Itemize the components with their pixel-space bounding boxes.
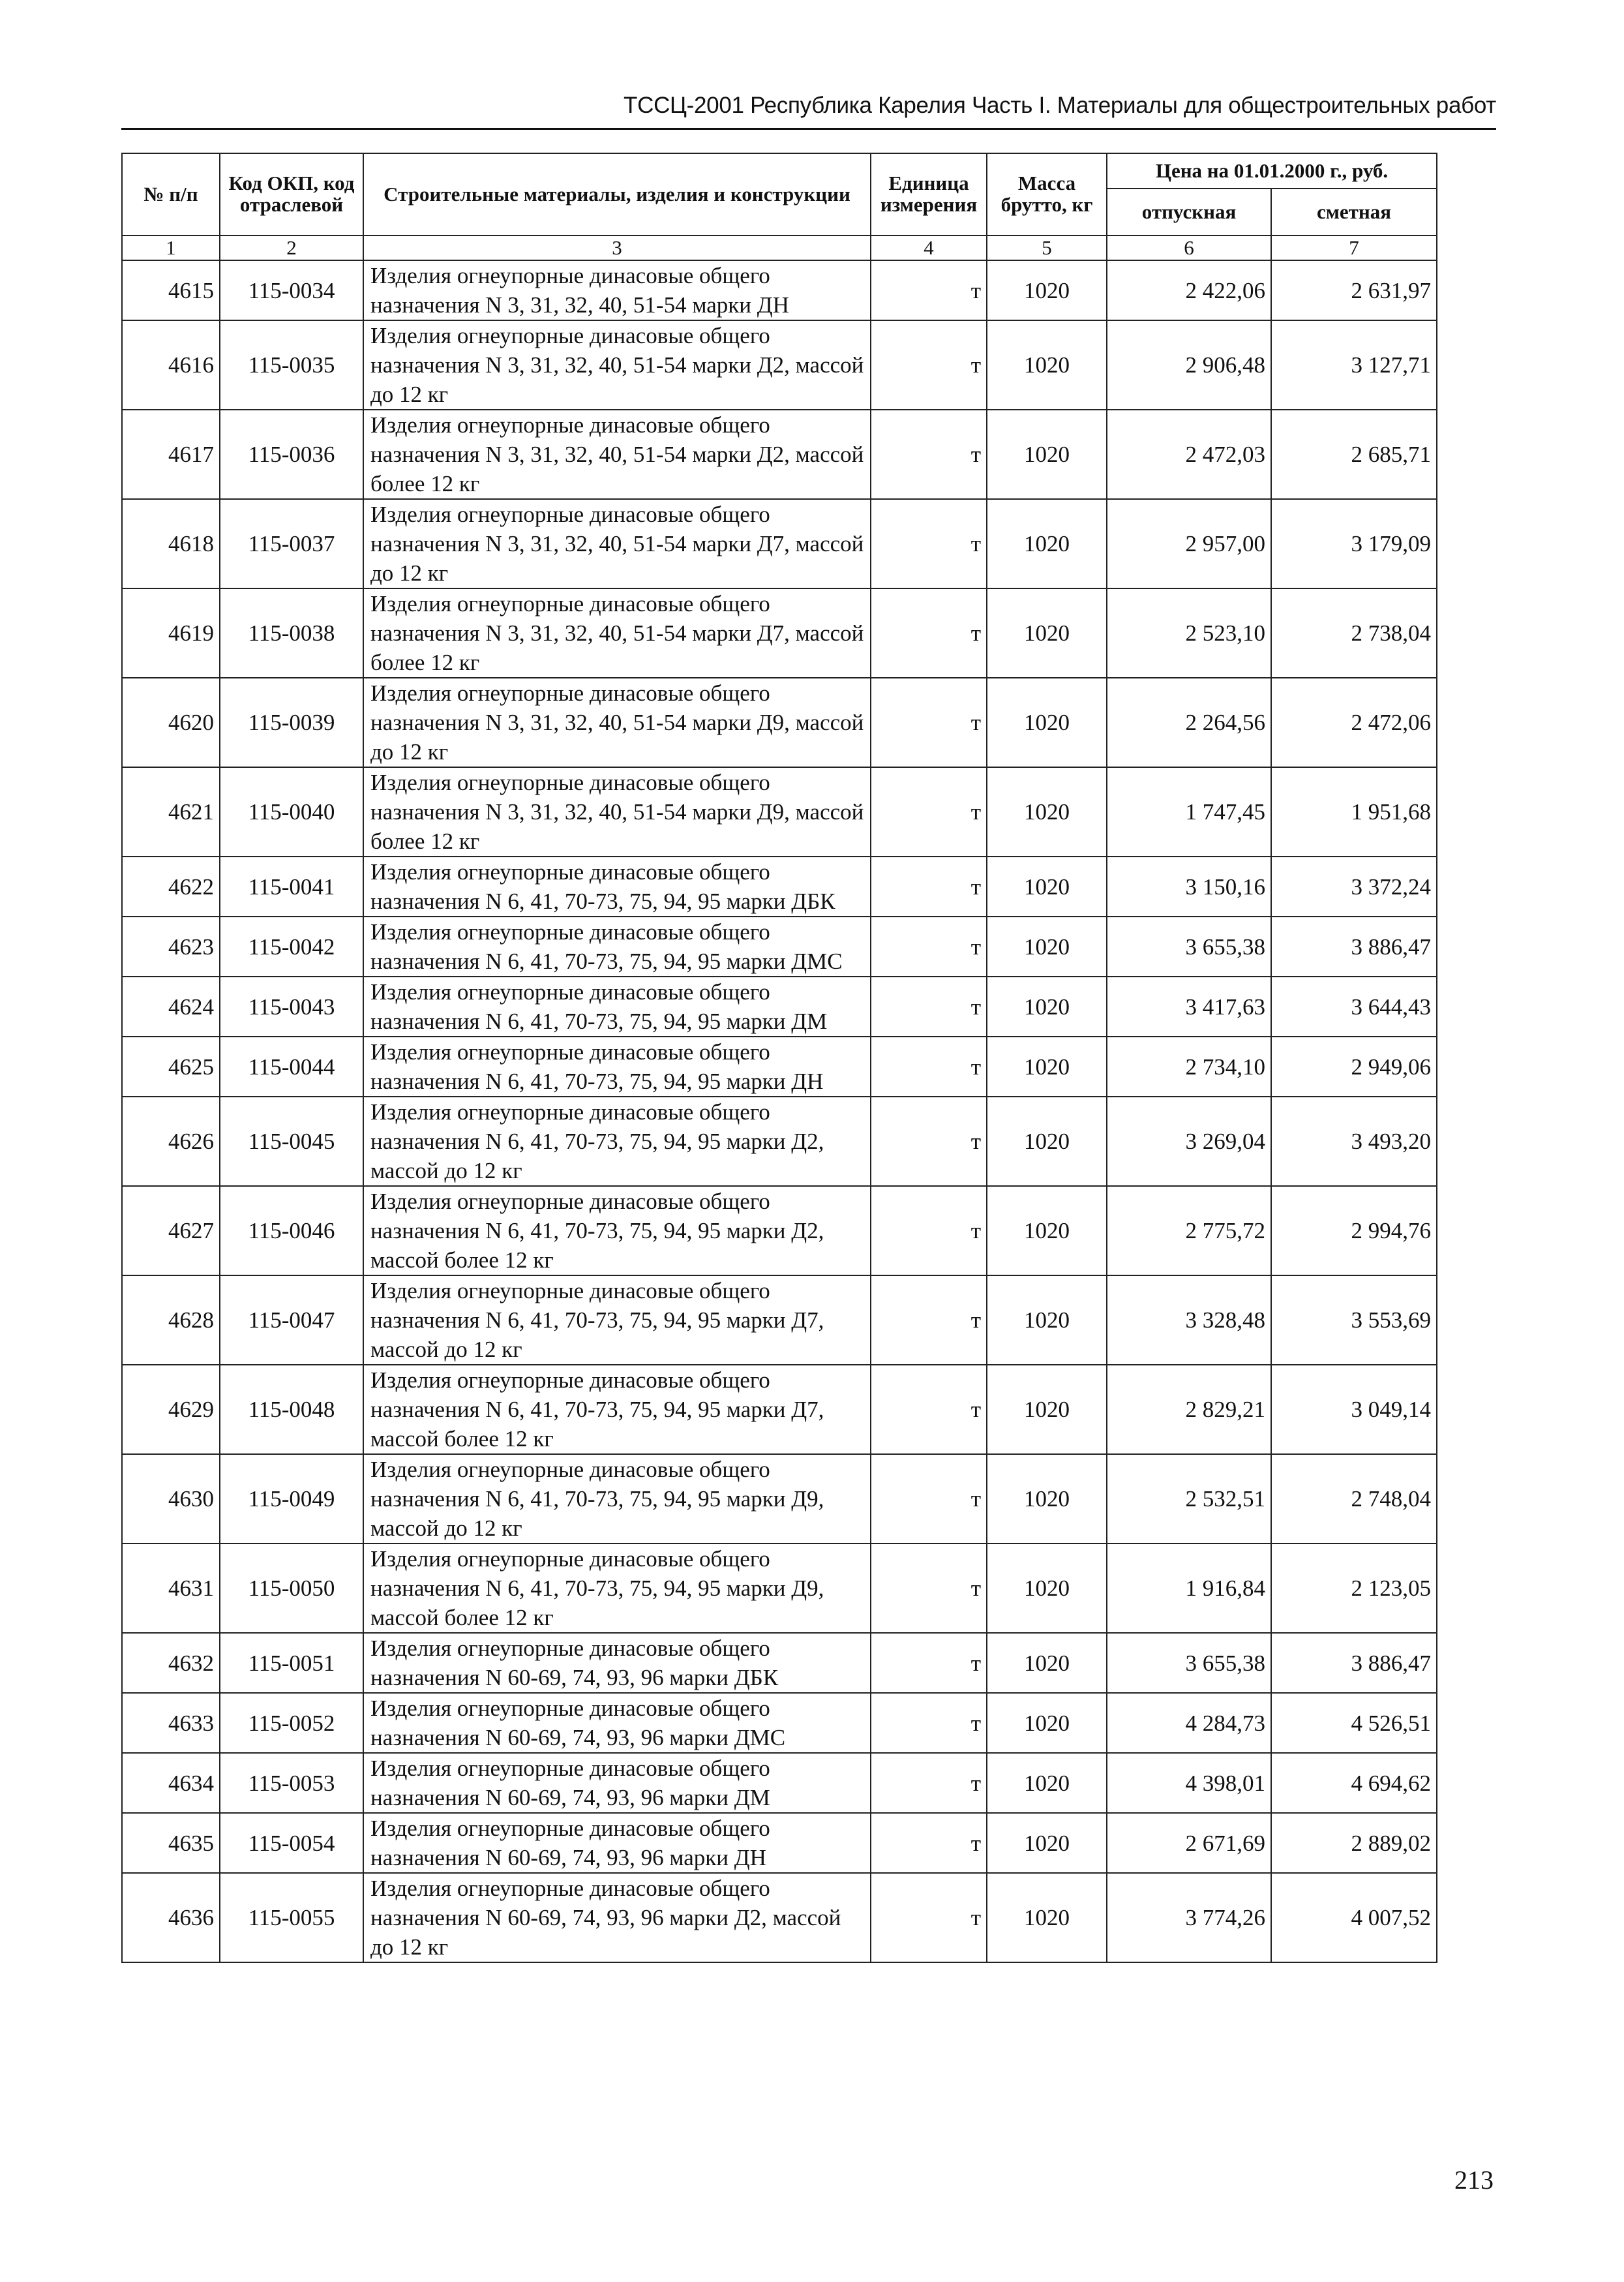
row-unit: т	[871, 977, 987, 1037]
row-price-release: 3 417,63	[1107, 977, 1271, 1037]
table-row	[122, 410, 1437, 499]
row-unit: т	[871, 857, 987, 917]
row-unit: т	[871, 260, 987, 320]
row-description: Изделия огнеупорные динасовые общего назначения N 3, 31, 32, 40, 51-54 марки Д7, массой более 12 кг	[363, 588, 871, 678]
table-row	[122, 977, 1437, 1037]
row-description: Изделия огнеупорные динасовые общего назначения N 6, 41, 70-73, 75, 94, 95 марки Д7, массой до 12 кг	[363, 1275, 871, 1365]
row-price-estimate: 2 949,06	[1271, 1037, 1437, 1097]
row-mass: 1020	[987, 767, 1107, 857]
row-mass: 1020	[987, 1454, 1107, 1544]
row-number: 4633	[122, 1693, 220, 1753]
row-price-release: 4 398,01	[1107, 1753, 1271, 1813]
row-number: 4617	[122, 410, 220, 499]
row-unit: т	[871, 588, 987, 678]
col-number: 2	[220, 236, 363, 260]
row-price-release: 2 957,00	[1107, 499, 1271, 588]
row-price-estimate: 2 685,71	[1271, 410, 1437, 499]
row-price-release: 2 906,48	[1107, 320, 1271, 410]
row-number: 4635	[122, 1813, 220, 1873]
row-number: 4615	[122, 260, 220, 320]
row-code: 115-0051	[220, 1633, 363, 1693]
row-unit: т	[871, 320, 987, 410]
row-price-estimate: 2 123,05	[1271, 1544, 1437, 1633]
table-row	[122, 678, 1437, 767]
row-code: 115-0043	[220, 977, 363, 1037]
page-number: 213	[1454, 2165, 1494, 2195]
row-price-release: 3 328,48	[1107, 1275, 1271, 1365]
row-price-release: 1 747,45	[1107, 767, 1271, 857]
table-row	[122, 1693, 1437, 1753]
row-mass: 1020	[987, 1186, 1107, 1275]
row-mass: 1020	[987, 1097, 1107, 1186]
row-unit: т	[871, 1544, 987, 1633]
row-number: 4634	[122, 1753, 220, 1813]
col-number: 1	[122, 236, 220, 260]
row-code: 115-0044	[220, 1037, 363, 1097]
table-row	[122, 767, 1437, 857]
row-code: 115-0035	[220, 320, 363, 410]
row-unit: т	[871, 767, 987, 857]
row-description: Изделия огнеупорные динасовые общего назначения N 3, 31, 32, 40, 51-54 марки Д9, массой до 12 кг	[363, 678, 871, 767]
row-unit: т	[871, 678, 987, 767]
row-description: Изделия огнеупорные динасовые общего назначения N 6, 41, 70-73, 75, 94, 95 марки ДМС	[363, 917, 871, 977]
header-desc: Строительные материалы, изделия и конструкции	[363, 153, 871, 236]
row-number: 4619	[122, 588, 220, 678]
row-code: 115-0042	[220, 917, 363, 977]
row-description: Изделия огнеупорные динасовые общего назначения N 3, 31, 32, 40, 51-54 марки Д9, массой более 12 кг	[363, 767, 871, 857]
table-row	[122, 1275, 1437, 1365]
row-price-estimate: 2 472,06	[1271, 678, 1437, 767]
row-mass: 1020	[987, 1544, 1107, 1633]
row-code: 115-0037	[220, 499, 363, 588]
row-number: 4636	[122, 1873, 220, 1962]
header-n: № п/п	[122, 153, 220, 236]
row-price-estimate: 3 886,47	[1271, 917, 1437, 977]
row-price-release: 2 734,10	[1107, 1037, 1271, 1097]
row-price-estimate: 2 889,02	[1271, 1813, 1437, 1873]
row-mass: 1020	[987, 1633, 1107, 1693]
row-price-estimate: 3 372,24	[1271, 857, 1437, 917]
row-code: 115-0045	[220, 1097, 363, 1186]
row-unit: т	[871, 410, 987, 499]
row-code: 115-0036	[220, 410, 363, 499]
table-row	[122, 1037, 1437, 1097]
row-code: 115-0047	[220, 1275, 363, 1365]
row-code: 115-0055	[220, 1873, 363, 1962]
table-row	[122, 1813, 1437, 1873]
row-unit: т	[871, 1813, 987, 1873]
row-price-release: 2 532,51	[1107, 1454, 1271, 1544]
row-description: Изделия огнеупорные динасовые общего назначения N 6, 41, 70-73, 75, 94, 95 марки ДН	[363, 1037, 871, 1097]
row-number: 4616	[122, 320, 220, 410]
row-mass: 1020	[987, 499, 1107, 588]
row-description: Изделия огнеупорные динасовые общего назначения N 3, 31, 32, 40, 51-54 марки ДН	[363, 260, 871, 320]
row-code: 115-0048	[220, 1365, 363, 1454]
row-description: Изделия огнеупорные динасовые общего назначения N 6, 41, 70-73, 75, 94, 95 марки Д2, массой до 12 кг	[363, 1097, 871, 1186]
row-price-estimate: 3 553,69	[1271, 1275, 1437, 1365]
row-description: Изделия огнеупорные динасовые общего назначения N 60-69, 74, 93, 96 марки ДМ	[363, 1753, 871, 1813]
table-row	[122, 857, 1437, 917]
table-row	[122, 1544, 1437, 1633]
row-description: Изделия огнеупорные динасовые общего назначения N 3, 31, 32, 40, 51-54 марки Д2, массой более 12 кг	[363, 410, 871, 499]
row-description: Изделия огнеупорные динасовые общего назначения N 6, 41, 70-73, 75, 94, 95 марки Д2, массой более 12 кг	[363, 1186, 871, 1275]
row-price-release: 3 269,04	[1107, 1097, 1271, 1186]
table-row	[122, 588, 1437, 678]
row-mass: 1020	[987, 1037, 1107, 1097]
header-mass: Масса брутто, кг	[987, 153, 1107, 236]
row-number: 4625	[122, 1037, 220, 1097]
row-number: 4624	[122, 977, 220, 1037]
row-description: Изделия огнеупорные динасовые общего назначения N 6, 41, 70-73, 75, 94, 95 марки Д9, массой более 12 кг	[363, 1544, 871, 1633]
row-unit: т	[871, 1633, 987, 1693]
header-price-estimate: сметная	[1271, 189, 1437, 236]
row-code: 115-0034	[220, 260, 363, 320]
row-price-estimate: 2 748,04	[1271, 1454, 1437, 1544]
row-price-release: 2 775,72	[1107, 1186, 1271, 1275]
row-mass: 1020	[987, 1275, 1107, 1365]
col-number: 7	[1271, 236, 1437, 260]
row-mass: 1020	[987, 857, 1107, 917]
row-description: Изделия огнеупорные динасовые общего назначения N 3, 31, 32, 40, 51-54 марки Д7, массой до 12 кг	[363, 499, 871, 588]
row-price-estimate: 2 994,76	[1271, 1186, 1437, 1275]
row-mass: 1020	[987, 410, 1107, 499]
row-unit: т	[871, 1693, 987, 1753]
row-code: 115-0054	[220, 1813, 363, 1873]
table-row	[122, 1633, 1437, 1693]
col-number: 6	[1107, 236, 1271, 260]
row-unit: т	[871, 1037, 987, 1097]
row-unit: т	[871, 1454, 987, 1544]
row-price-release: 2 472,03	[1107, 410, 1271, 499]
row-mass: 1020	[987, 678, 1107, 767]
row-number: 4631	[122, 1544, 220, 1633]
row-price-estimate: 3 886,47	[1271, 1633, 1437, 1693]
row-mass: 1020	[987, 320, 1107, 410]
row-unit: т	[871, 1186, 987, 1275]
row-code: 115-0039	[220, 678, 363, 767]
row-unit: т	[871, 1365, 987, 1454]
row-price-estimate: 3 644,43	[1271, 977, 1437, 1037]
row-price-estimate: 3 179,09	[1271, 499, 1437, 588]
row-price-release: 3 655,38	[1107, 1633, 1271, 1693]
row-unit: т	[871, 1753, 987, 1813]
row-price-release: 3 655,38	[1107, 917, 1271, 977]
row-price-estimate: 4 694,62	[1271, 1753, 1437, 1813]
table-row	[122, 1873, 1437, 1962]
price-table	[121, 153, 1437, 1963]
row-mass: 1020	[987, 260, 1107, 320]
row-number: 4622	[122, 857, 220, 917]
row-price-estimate: 3 127,71	[1271, 320, 1437, 410]
row-number: 4629	[122, 1365, 220, 1454]
row-code: 115-0046	[220, 1186, 363, 1275]
row-price-estimate: 1 951,68	[1271, 767, 1437, 857]
row-code: 115-0049	[220, 1454, 363, 1544]
row-price-release: 2 422,06	[1107, 260, 1271, 320]
row-code: 115-0053	[220, 1753, 363, 1813]
row-number: 4623	[122, 917, 220, 977]
table-row	[122, 1097, 1437, 1186]
row-number: 4621	[122, 767, 220, 857]
table-row	[122, 917, 1437, 977]
row-mass: 1020	[987, 588, 1107, 678]
row-description: Изделия огнеупорные динасовые общего назначения N 60-69, 74, 93, 96 марки ДН	[363, 1813, 871, 1873]
row-code: 115-0041	[220, 857, 363, 917]
row-description: Изделия огнеупорные динасовые общего назначения N 6, 41, 70-73, 75, 94, 95 марки Д9, массой до 12 кг	[363, 1454, 871, 1544]
table-row	[122, 1454, 1437, 1544]
row-price-estimate: 2 738,04	[1271, 588, 1437, 678]
col-number: 4	[871, 236, 987, 260]
row-price-release: 3 150,16	[1107, 857, 1271, 917]
row-number: 4627	[122, 1186, 220, 1275]
table-row	[122, 1186, 1437, 1275]
row-code: 115-0052	[220, 1693, 363, 1753]
row-description: Изделия огнеупорные динасовые общего назначения N 60-69, 74, 93, 96 марки Д2, массой до 12 кг	[363, 1873, 871, 1962]
row-code: 115-0038	[220, 588, 363, 678]
row-number: 4618	[122, 499, 220, 588]
row-code: 115-0040	[220, 767, 363, 857]
row-description: Изделия огнеупорные динасовые общего назначения N 6, 41, 70-73, 75, 94, 95 марки ДМ	[363, 977, 871, 1037]
row-mass: 1020	[987, 977, 1107, 1037]
row-price-estimate: 4 526,51	[1271, 1693, 1437, 1753]
row-price-release: 2 523,10	[1107, 588, 1271, 678]
row-price-release: 3 774,26	[1107, 1873, 1271, 1962]
table-row	[122, 320, 1437, 410]
row-mass: 1020	[987, 917, 1107, 977]
row-mass: 1020	[987, 1365, 1107, 1454]
table-row	[122, 260, 1437, 320]
row-number: 4630	[122, 1454, 220, 1544]
row-price-release: 2 829,21	[1107, 1365, 1271, 1454]
row-number: 4628	[122, 1275, 220, 1365]
row-description: Изделия огнеупорные динасовые общего назначения N 60-69, 74, 93, 96 марки ДБК	[363, 1633, 871, 1693]
row-mass: 1020	[987, 1813, 1107, 1873]
table-row	[122, 1753, 1437, 1813]
row-price-release: 1 916,84	[1107, 1544, 1271, 1633]
row-price-estimate: 3 493,20	[1271, 1097, 1437, 1186]
header-price-group: Цена на 01.01.2000 г., руб.	[1107, 153, 1437, 189]
row-description: Изделия огнеупорные динасовые общего назначения N 3, 31, 32, 40, 51-54 марки Д2, массой до 12 кг	[363, 320, 871, 410]
row-description: Изделия огнеупорные динасовые общего назначения N 60-69, 74, 93, 96 марки ДМС	[363, 1693, 871, 1753]
row-unit: т	[871, 1097, 987, 1186]
row-mass: 1020	[987, 1693, 1107, 1753]
row-price-estimate: 2 631,97	[1271, 260, 1437, 320]
row-price-estimate: 4 007,52	[1271, 1873, 1437, 1962]
header-code: Код ОКП, код отраслевой	[220, 153, 363, 236]
header-price-release: отпускная	[1107, 189, 1271, 236]
row-unit: т	[871, 499, 987, 588]
row-price-release: 4 284,73	[1107, 1693, 1271, 1753]
row-mass: 1020	[987, 1873, 1107, 1962]
row-unit: т	[871, 1275, 987, 1365]
header-unit: Единица измерения	[871, 153, 987, 236]
row-unit: т	[871, 1873, 987, 1962]
column-numbers-row	[122, 236, 1437, 260]
row-number: 4626	[122, 1097, 220, 1186]
row-price-release: 2 264,56	[1107, 678, 1271, 767]
header-rule	[121, 128, 1496, 130]
row-description: Изделия огнеупорные динасовые общего назначения N 6, 41, 70-73, 75, 94, 95 марки ДБК	[363, 857, 871, 917]
row-mass: 1020	[987, 1753, 1107, 1813]
row-price-estimate: 3 049,14	[1271, 1365, 1437, 1454]
table-row	[122, 1365, 1437, 1454]
col-number: 5	[987, 236, 1107, 260]
col-number: 3	[363, 236, 871, 260]
row-number: 4632	[122, 1633, 220, 1693]
table-row	[122, 499, 1437, 588]
page-header: ТССЦ-2001 Республика Карелия Часть I. Материалы для общестроительных работ	[624, 93, 1496, 118]
row-price-release: 2 671,69	[1107, 1813, 1271, 1873]
row-number: 4620	[122, 678, 220, 767]
table-body	[122, 260, 1437, 1962]
row-code: 115-0050	[220, 1544, 363, 1633]
row-description: Изделия огнеупорные динасовые общего назначения N 6, 41, 70-73, 75, 94, 95 марки Д7, массой более 12 кг	[363, 1365, 871, 1454]
row-unit: т	[871, 917, 987, 977]
